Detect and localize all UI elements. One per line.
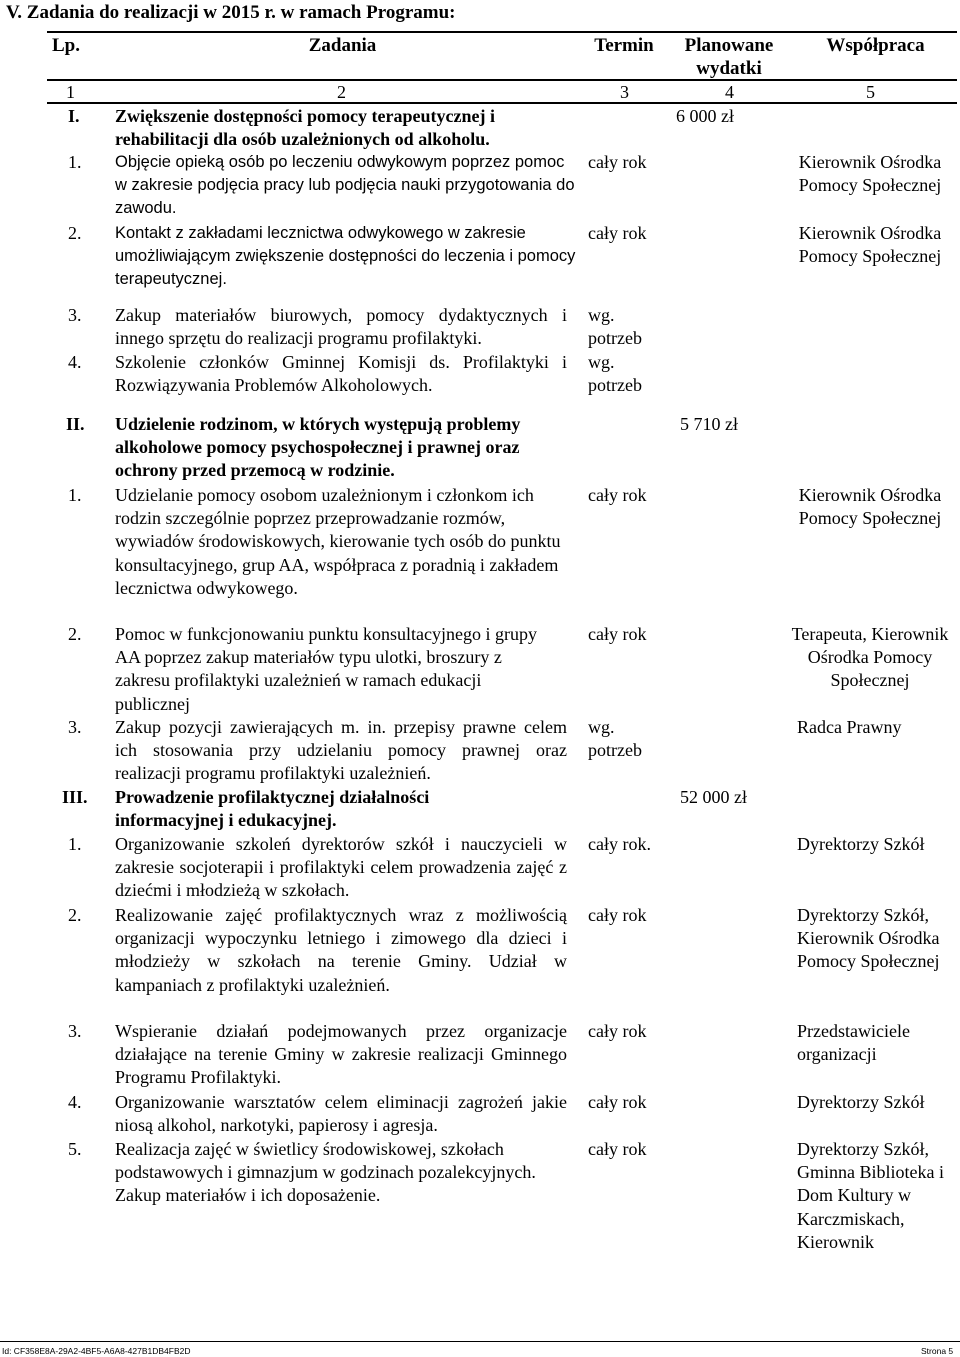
item-lp: 1. [68, 485, 82, 505]
header-top-rule [47, 31, 957, 33]
item-termin: cały rok [588, 152, 647, 172]
item-text: Zakup pozycji zawierających m. in. przepisy prawne celem ich stosowania przy udzielaniu pomocy prawnej oraz realizacji programu profilaktyki uzależnień. [115, 717, 567, 784]
item-text: Objęcie opieką osób po leczeniu odwykowym poprzez pomoc w zakresie podjęcia pracy lub podjęcia nauki przygotowania do zawodu. [115, 153, 575, 218]
item-wspolpraca: Dyrektorzy Szkół [797, 834, 925, 854]
col-number-2: 2 [337, 82, 346, 102]
item-lp: 1. [68, 834, 82, 854]
section-lp: II. [66, 414, 85, 434]
footer-rule [0, 1341, 960, 1342]
item-termin: cały rok. [588, 834, 651, 854]
header-mid-rule [47, 79, 957, 81]
item-wspolpraca: Kierownik Ośrodka Pomocy Społecznej [798, 485, 942, 529]
col-number-4: 4 [725, 82, 734, 102]
item-termin: wg. potrzeb [588, 305, 642, 349]
section-lp: III. [62, 787, 88, 807]
header-bottom-rule [47, 102, 957, 104]
section-title-text: Prowadzenie profilaktycznej działalności informacyjnej i edukacyjnej. [115, 787, 430, 831]
item-termin: cały rok [588, 485, 647, 505]
col-number-5: 5 [866, 82, 875, 102]
header-zadania: Zadania [308, 35, 377, 56]
section-amount: 6 000 zł [676, 106, 734, 126]
section-title-text: Udzielenie rodzinom, w których występują problemy alkoholowe pomocy psychospołecznej i prawnej oraz ochrony przed przemocą w rodzinie. [115, 414, 521, 481]
item-text: Wspieranie działań podejmowanych przez organizacje działające na terenie Gminy w zakresie realizacji Gminnego Programu Profilaktyki. [115, 1021, 567, 1088]
item-termin: cały rok [588, 624, 647, 644]
item-wspolpraca: Radca Prawny [797, 717, 902, 737]
item-text: Organizowanie szkoleń dyrektorów szkół i nauczycieli w zakresie socjoterapii i profilaktyki celem prowadzenia zajęć z dziećmi i młodzieżą w szkołach. [115, 834, 567, 901]
item-text: Realizowanie zajęć profilaktycznych wraz z możliwością organizacji wypoczynku letniego i zimowego dla dzieci i młodzieży w szkołach na terenie Gminy. Udział w kampaniach z profilaktyki uzależnień. [115, 905, 567, 995]
item-text: Realizacja zajęć w świetlicy środowiskowej, szkołach podstawowych i gimnazjum w godzinach pozalekcyjnych. Zakup materiałów i ich doposażenie. [115, 1139, 536, 1206]
item-termin: cały rok [588, 1092, 647, 1112]
col-number-1: 1 [66, 82, 75, 102]
item-lp: 4. [68, 352, 82, 372]
section-title: V. Zadania do realizacji w 2015 r. w ramach Programu: [6, 2, 456, 23]
item-wspolpraca: Kierownik Ośrodka Pomocy Społecznej [798, 223, 942, 267]
item-termin: wg. potrzeb [588, 352, 642, 396]
section-lp: I. [68, 106, 80, 126]
item-lp: 3. [68, 717, 82, 737]
col-number-3: 3 [620, 82, 629, 102]
header-termin: Termin [594, 35, 654, 56]
item-lp: 2. [68, 905, 82, 925]
item-text: Pomoc w funkcjonowaniu punktu konsultacyjnego i grupy AA poprzez zakup materiałów typu ulotki, broszury z zakresu profilaktyki uzależnień w ramach edukacji publicznej [115, 624, 537, 714]
item-wspolpraca: Terapeuta, Kierownik Ośrodka Pomocy Społecznej [791, 624, 949, 691]
header-lp: Lp. [52, 35, 80, 56]
section-amount: 5 710 zł [680, 414, 738, 434]
footer-document-id: Id: CF358E8A-29A2-4BF5-A6A8-427B1DB4FB2D [2, 1346, 191, 1356]
item-lp: 2. [68, 223, 82, 243]
item-lp: 4. [68, 1092, 82, 1112]
section-amount: 52 000 zł [680, 787, 747, 807]
item-lp: 5. [68, 1139, 82, 1159]
section-title-text: Zwiększenie dostępności pomocy terapeutycznej i rehabilitacji dla osób uzależnionych od alkoholu. [115, 106, 495, 150]
item-text: Udzielanie pomocy osobom uzależnionym i członkom ich rodzin szczególnie poprzez przeprowadzanie rozmów, wywiadów środowiskowych, kierowanie tych osób do punktu konsultacyjnego, grup AA, współpraca z poradnią i zakładem lecznictwa odwykowego. [115, 485, 561, 598]
item-wspolpraca: Przedstawiciele organizacji [797, 1021, 910, 1065]
item-lp: 2. [68, 624, 82, 644]
header-wspolpraca: Współpraca [826, 35, 925, 56]
item-termin: cały rok [588, 905, 647, 925]
item-lp: 1. [68, 152, 82, 172]
item-text: Zakup materiałów biurowych, pomocy dydaktycznych i innego sprzętu do realizacji programu profilaktyki. [115, 305, 567, 349]
item-text: Kontakt z zakładami lecznictwa odwykowego w zakresie umożliwiającym zwiększenie dostępności do leczenia i pomocy terapeutycznej. [115, 224, 576, 289]
item-termin: cały rok [588, 1021, 647, 1041]
item-termin: cały rok [588, 223, 647, 243]
item-text: Szkolenie członków Gminnej Komisji ds. Profilaktyki i Rozwiązywania Problemów Alkoholowych. [115, 352, 567, 396]
item-termin: wg. potrzeb [588, 717, 642, 761]
item-termin: cały rok [588, 1139, 647, 1159]
item-lp: 3. [68, 305, 82, 325]
item-lp: 3. [68, 1021, 82, 1041]
item-wspolpraca: Dyrektorzy Szkół, Kierownik Ośrodka Pomocy Społecznej [797, 905, 940, 972]
header-wydatki: Planowane wydatki [684, 35, 774, 79]
footer-page-number: Strona 5 [921, 1346, 954, 1356]
item-wspolpraca: Dyrektorzy Szkół [797, 1092, 925, 1112]
item-wspolpraca: Kierownik Ośrodka Pomocy Społecznej [798, 152, 942, 196]
item-wspolpraca: Dyrektorzy Szkół, Gminna Biblioteka i Dom Kultury w Karczmiskach, Kierownik [797, 1139, 944, 1252]
item-text: Organizowanie warsztatów celem eliminacji zagrożeń jakie niosą alkohol, narkotyki, papierosy i agresja. [115, 1092, 567, 1136]
